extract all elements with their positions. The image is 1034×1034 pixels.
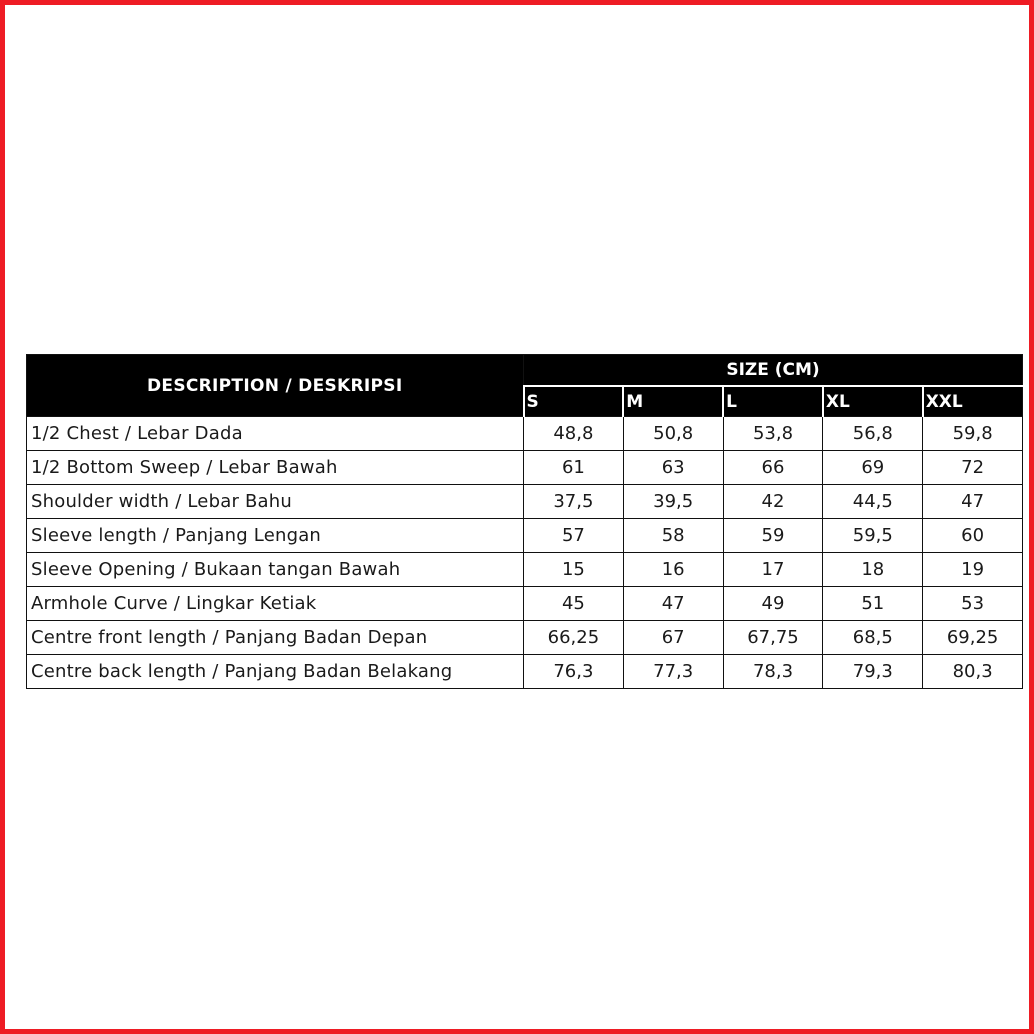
table-cell: 17 [723, 553, 823, 587]
table-cell: 76,3 [524, 655, 624, 689]
table-cell: 51 [823, 587, 923, 621]
table-cell: 44,5 [823, 485, 923, 519]
table-cell: 66 [723, 451, 823, 485]
table-cell: 59,5 [823, 519, 923, 553]
table-cell: 79,3 [823, 655, 923, 689]
size-chart-body [27, 417, 1023, 689]
size-header-l: L [723, 386, 823, 417]
table-cell: 47 [623, 587, 723, 621]
table-row [27, 587, 1023, 621]
table-cell: 60 [923, 519, 1023, 553]
row-description: Centre back length / Panjang Badan Belakang [27, 655, 524, 689]
row-description: 1/2 Bottom Sweep / Lebar Bawah [27, 451, 524, 485]
table-row [27, 451, 1023, 485]
table-cell: 68,5 [823, 621, 923, 655]
table-cell: 50,8 [623, 417, 723, 451]
table-row [27, 417, 1023, 451]
size-header-s: S [524, 386, 624, 417]
size-header-xl: XL [823, 386, 923, 417]
table-cell: 53 [923, 587, 1023, 621]
table-cell: 80,3 [923, 655, 1023, 689]
table-cell: 37,5 [524, 485, 624, 519]
table-cell: 78,3 [723, 655, 823, 689]
table-cell: 69 [823, 451, 923, 485]
table-cell: 48,8 [524, 417, 624, 451]
table-cell: 39,5 [623, 485, 723, 519]
table-cell: 18 [823, 553, 923, 587]
size-chart-header [27, 355, 1023, 417]
table-cell: 66,25 [524, 621, 624, 655]
table-cell: 77,3 [623, 655, 723, 689]
table-cell: 15 [524, 553, 624, 587]
size-chart-table [26, 354, 1023, 689]
table-cell: 16 [623, 553, 723, 587]
row-description: Armhole Curve / Lingkar Ketiak [27, 587, 524, 621]
table-cell: 59,8 [923, 417, 1023, 451]
table-cell: 67 [623, 621, 723, 655]
table-cell: 19 [923, 553, 1023, 587]
table-row [27, 519, 1023, 553]
size-header-xxl: XXL [923, 386, 1023, 417]
table-cell: 57 [524, 519, 624, 553]
table-cell: 47 [923, 485, 1023, 519]
table-cell: 72 [923, 451, 1023, 485]
table-cell: 53,8 [723, 417, 823, 451]
table-cell: 45 [524, 587, 624, 621]
table-cell: 67,75 [723, 621, 823, 655]
table-cell: 58 [623, 519, 723, 553]
table-row [27, 485, 1023, 519]
table-row [27, 553, 1023, 587]
row-description: 1/2 Chest / Lebar Dada [27, 417, 524, 451]
table-cell: 49 [723, 587, 823, 621]
table-cell: 42 [723, 485, 823, 519]
table-cell: 69,25 [923, 621, 1023, 655]
table-cell: 61 [524, 451, 624, 485]
size-header-m: M [623, 386, 723, 417]
row-description: Centre front length / Panjang Badan Depan [27, 621, 524, 655]
table-cell: 56,8 [823, 417, 923, 451]
row-description: Sleeve Opening / Bukaan tangan Bawah [27, 553, 524, 587]
table-cell: 63 [623, 451, 723, 485]
description-column-header: DESCRIPTION / DESKRIPSI [27, 355, 524, 417]
size-group-header: SIZE (CM) [524, 355, 1023, 387]
table-cell: 59 [723, 519, 823, 553]
row-description: Sleeve length / Panjang Lengan [27, 519, 524, 553]
table-row [27, 621, 1023, 655]
table-row [27, 655, 1023, 689]
row-description: Shoulder width / Lebar Bahu [27, 485, 524, 519]
